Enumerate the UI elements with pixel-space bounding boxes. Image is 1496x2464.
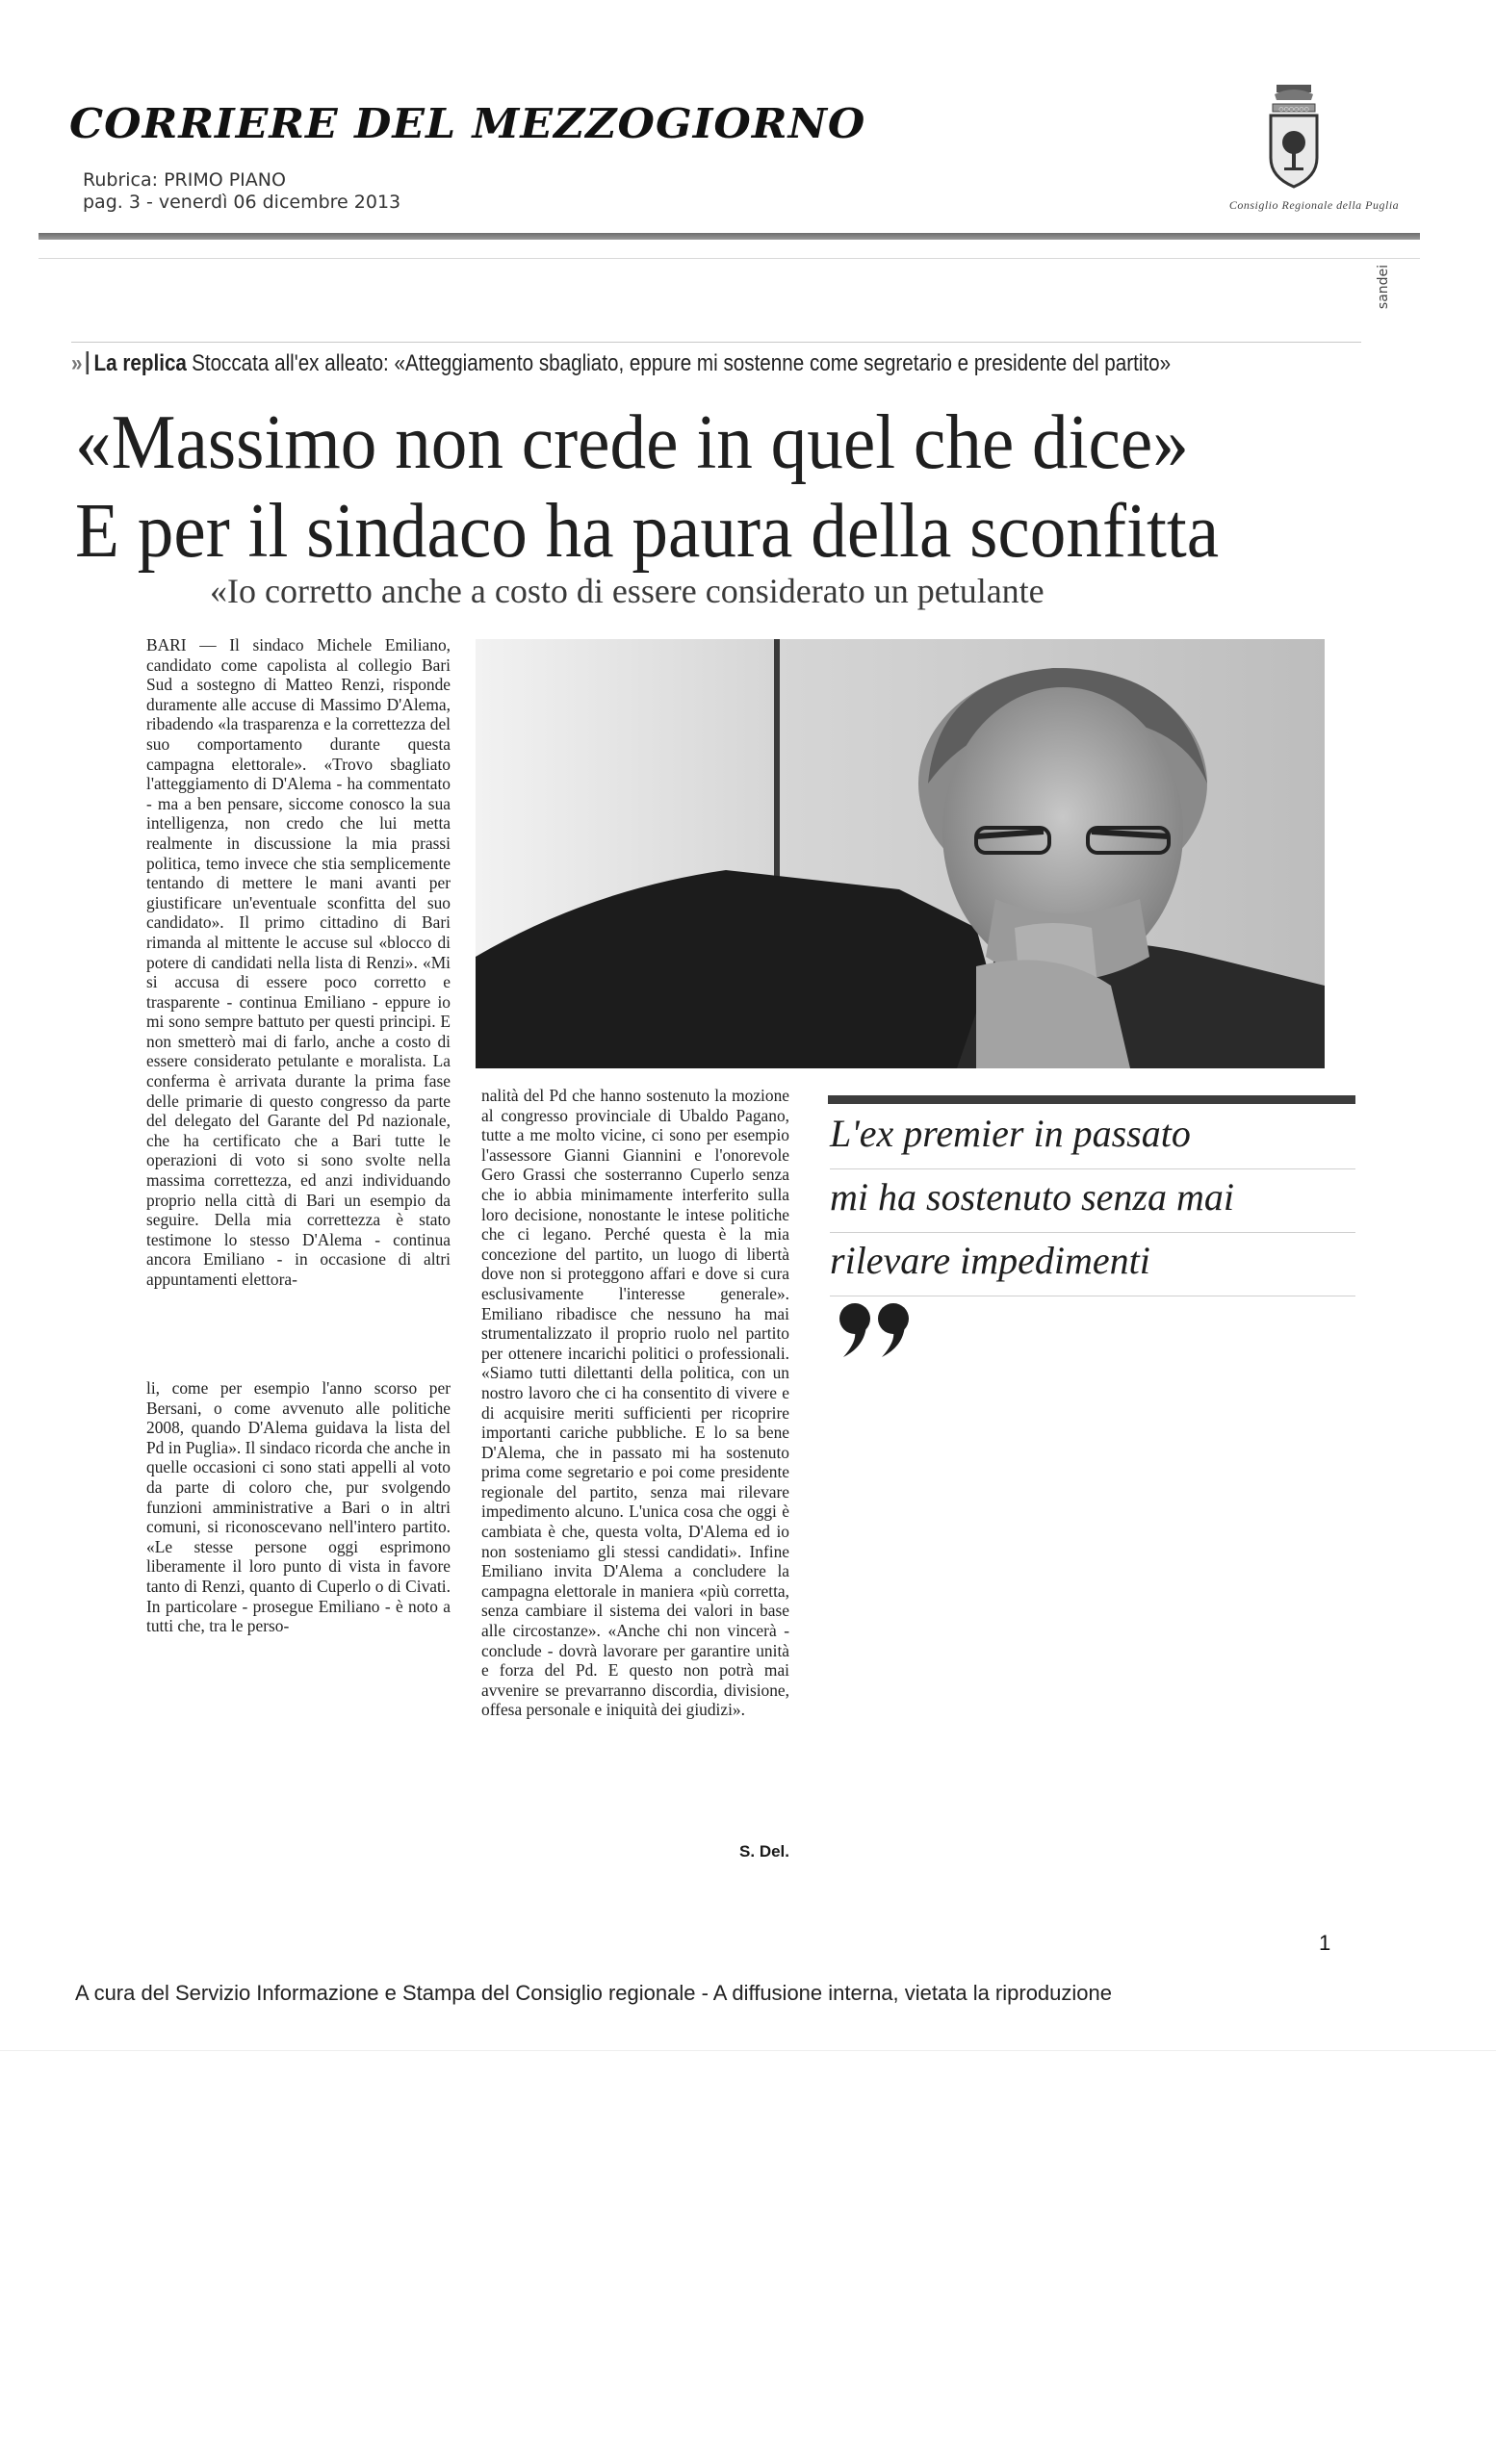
pull-quote-line-2: mi ha sostenuto senza mai [830,1168,1355,1233]
kicker-arrows-icon: » [71,350,80,376]
pull-quote-bar [828,1095,1355,1104]
regional-council-emblem-icon [1263,83,1325,202]
header-thin-rule [39,258,1420,259]
article-kicker [71,350,1171,377]
article-column-2 [481,1086,789,1720]
header-rule [39,233,1420,240]
pull-quote-line-1: L'ex premier in passato [830,1105,1355,1169]
article-paragraph: BARI — Il sindaco Michele Emiliano, candidato come capolista al collegio Bari Sud a sostegno di Matteo Renzi, risponde duramente alle accuse di Massimo D'Alema, ribadendo «la trasparenza e la correttezza del suo comportamento durante questa campagna elettorale». «Trovo sbagliato l'atteggiamento di D'Alema - ha commentato - ma a ben pensare, siccome conosco la sua intelligenza, non credo che lui metta realmente in discussione la mia prassi politica, temo invece che stia semplicemente tentando di mettere le mani avanti per giustificare un'eventuale sconfitta del suo candidato». Il primo cittadino di Bari rimanda al mittente le accuse sul «blocco di potere di candidati nella lista di Renzi». «Mi si accusa di essere poco corretto e trasparente - continua Emiliano - eppure io mi sono sempre battuto per questi principi. E non smetterò mai di farlo, anche a costo di essere considerato petulante e moralista. La conferma è arrivata durante la prima fase delle primarie di questo congresso da parte del delegato del Garante del Pd nazionale, che ha certificato che a Bari tutte le operazioni di voto si sono svolte nella massima correttezza, ed anzi individuando proprio nella città di Bari un esempio da seguire. Della mia correttezza è stato testimone lo stesso D'Alema - continua ancora Emiliano - in occasione di altri appuntamenti elettora- [146,635,451,1289]
side-tag [1376,264,1400,314]
rubrica-info [83,169,400,214]
pull-quote-line-3: rilevare impedimenti [830,1232,1355,1296]
article-paragraph: li, come per esempio l'anno scorso per Bersani, o come avvenuto alle politiche 2008, quando D'Alema guidava la lista del Pd in Puglia». Il sindaco ricorda che anche in quelle occasioni ci sono stati appelli al voto da parte di coloro che, pur svolgendo funzioni amministrative a Bari o in altri comuni, si riconoscevano nell'intero partito. «Le stesse persone oggi esprimono liberamente il loro punto di vista in favore tanto di Renzi, quanto di Cuperlo o di Civati. In particolare - prosegue Emiliano - è noto a tutti che, tra le perso- [146,1378,451,1636]
footer-notice: A cura del Servizio Informazione e Stampa del Consiglio regionale - A diffusione interna, vietata la riproduzione [75,1981,1113,2005]
emblem-caption: Consiglio Regionale della Puglia [1228,198,1400,212]
article-column-1-continued [146,1378,451,1636]
article-column-1 [146,635,451,1290]
svg-text:○○○○○○: ○○○○○○ [1278,106,1309,113]
article-photo [476,639,1325,1068]
headline-line-2: E per il sindaco ha paura della sconfitta [75,489,1220,574]
kicker-label: La replica [93,350,187,376]
headline-line-1: «Massimo non crede in quel che dice» [75,400,1189,485]
page-date: pag. 3 - venerdì 06 dicembre 2013 [83,192,401,213]
scan-bottom-edge [0,2050,1496,2051]
newspaper-masthead: CORRIERE DEL MEZZOGIORNO [69,100,866,147]
article-paragraph: nalità del Pd che hanno sostenuto la mozione al congresso provinciale di Ubaldo Pagano, tutte a me molto vicine, ci sono per esempio l'assessore Gianni Giannini e l'onorevole Gero Grassi che sosterranno Cuperlo senza che io abbia minimamente interferito sulla loro decisione, nonostante le intese politiche che ci legano. Perché questa è la mia concezione del partito, un luogo di libertà dove non si proteggono affari e dove si cura esclusivamente l'interesse generale». Emiliano ribadisce che nessuno ha mai strumentalizzato il proprio ruolo nel partito per ottenere incarichi politici o professionali. «Siamo tutti dilettanti della politica, con un nostro lavoro che ci ha consentito di vivere e di acquisire meriti sufficienti per ricoprire importanti cariche pubbliche. E lo sa bene D'Alema, che in passato mi ha sostenuto prima come segretario e poi come presidente regionale del partito, senza mai rilevare impedimento alcuno. L'unica cosa che oggi è cambiata è che, questa volta, D'Alema ed io non sosteniamo gli stessi candidati». Infine Emiliano invita D'Alema a concludere la campagna elettorale in maniera «più corretta, senza cambiare il sistema dei valori in base alle circostanze». «Anche chi non vincerà - conclude - dovrà lavorare per garantire unità e forza del Pd. E questo non potrà mai avvenire se prevarranno discordia, divisione, offesa personale e iniquità dei giudizi». [481,1086,789,1720]
side-tag-text: sandei [1376,264,1392,310]
kicker-text: Stoccata all'ex alleato: «Atteggiamento sbagliato, eppure mi sostenne come segretario e presidente del partito» [192,350,1172,376]
author-signature: S. Del. [739,1842,789,1861]
kicker-rule [71,342,1361,343]
page-number: 1 [1319,1931,1331,1955]
rubrica-label: Rubrica: PRIMO PIANO [83,169,286,191]
quote-marks-icon [834,1297,920,1365]
kicker-bar [87,351,90,374]
subheadline: «Io corretto anche a costo di essere considerato un petulante [210,572,1045,610]
